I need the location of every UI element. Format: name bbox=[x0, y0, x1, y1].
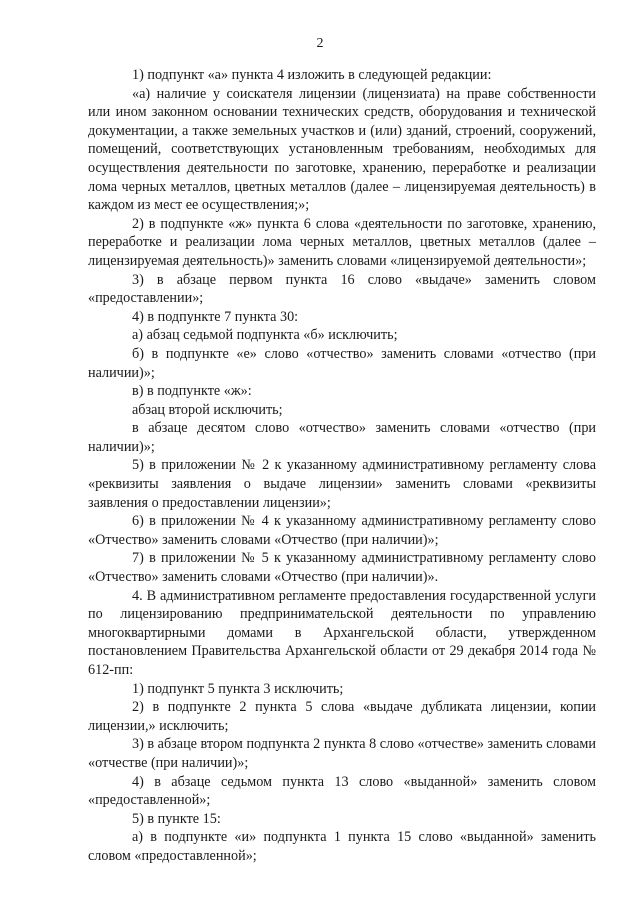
paragraph-14: 4. В административном регламенте предоставления государственной услуги по лицензированию предпринимательской деятельности по управлению многоквартирными домами в Архангельской области, утвержденном постановлением Правительства Архангельской области от 29 декабря 2014 года № 612-пп: bbox=[88, 587, 596, 678]
paragraph-16: 2) в подпункте 2 пункта 5 слова «выдаче дубликата лицензии, копии лицензии,» исключить; bbox=[88, 699, 596, 734]
paragraph-12: 6) в приложении № 4 к указанному административному регламенту слово «Отчество» заменить словами «Отчество (при наличии)»; bbox=[88, 513, 596, 548]
paragraph-1: 1) подпункт «а» пункта 4 изложить в следующей редакции: bbox=[132, 67, 492, 83]
paragraph-13: 7) в приложении № 5 к указанному административному регламенту слово «Отчество» заменить словами «Отчество (при наличии)». bbox=[88, 550, 596, 586]
paragraph-18: 4) в абзаце седьмом пункта 13 слово «выданной» заменить словом «предоставленной»; bbox=[88, 773, 596, 809]
paragraph-10: в абзаце десятом слово «отчество» заменить словами «отчество (при наличии)»; bbox=[88, 420, 596, 455]
page-number: 2 bbox=[316, 36, 324, 51]
paragraph-17: 3) в абзаце втором подпункта 2 пункта 8 слово «отчестве» заменить словами «отчестве (при наличии)»; bbox=[88, 736, 596, 771]
paragraph-4: 3) в абзаце первом пункта 16 слово «выдаче» заменить словом «предоставлении»; bbox=[88, 271, 596, 307]
paragraph-15: 1) подпункт 5 пункта 3 исключить; bbox=[132, 680, 344, 697]
document-body bbox=[88, 66, 596, 866]
paragraph-9: абзац второй исключить; bbox=[132, 401, 283, 418]
paragraph-19: 5) в пункте 15: bbox=[132, 810, 221, 827]
paragraph-6: а) абзац седьмой подпункта «б» исключить; bbox=[132, 327, 398, 344]
paragraph-5: 4) в подпункте 7 пункта 30: bbox=[132, 308, 299, 325]
paragraph-7: б) в подпункте «е» слово «отчество» заменить словами «отчество (при наличии)»; bbox=[88, 345, 596, 381]
paragraph-8: в) в подпункте «ж»: bbox=[132, 383, 252, 400]
paragraph-11: 5) в приложении № 2 к указанному административному регламенту слова «реквизиты заявления о выдаче лицензии» заменить словами «реквизиты заявления о предоставлении лицензии»; bbox=[88, 457, 596, 511]
paragraph-2: «а) наличие у соискателя лицензии (лицензиата) на праве собственности или ином законном основании технических средств, оборудования и технической документации, а также земельных участков и (или) зданий, строений, сооружений, помещений, соответствующих установленным требованиям, необходимых для осуществления деятельности по заготовке, хранению, переработке и реализации лома черных металлов, цветных металлов (далее – лицензируемая деятельность) в каждом из мест ее осуществления;»; bbox=[88, 85, 596, 214]
paragraph-20: а) в подпункте «и» подпункта 1 пункта 15 слово «выданной» заменить словом «предоставленной»; bbox=[88, 829, 596, 864]
paragraph-3: 2) в подпункте «ж» пункта 6 слова «деятельности по заготовке, хранению, переработке и реализации лома черных металлов, цветных металлов (далее – лицензируемая деятельность)» заменить словами «лицензируемой деятельности»; bbox=[88, 215, 596, 269]
